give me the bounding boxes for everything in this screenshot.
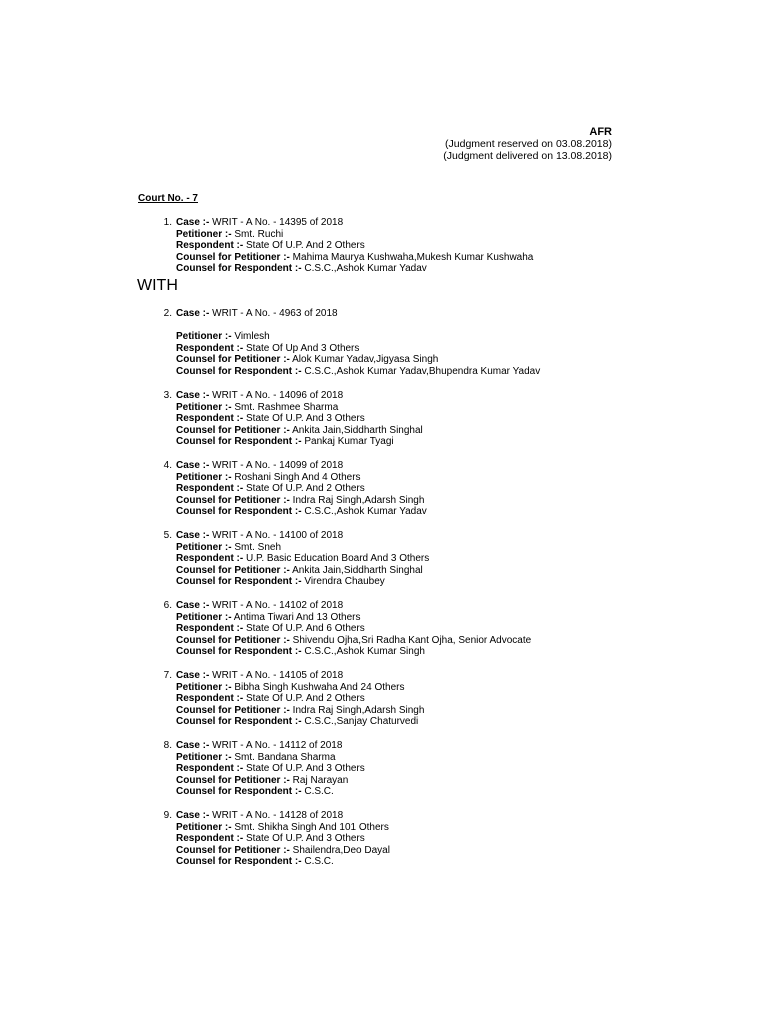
respondent-label: Respondent :- <box>176 483 244 495</box>
case-number: 4. <box>163 460 172 471</box>
case-value: WRIT - A No. - 14395 of 2018 <box>209 217 344 228</box>
counsel-petitioner-value: Alok Kumar Yadav,Jigyasa Singh <box>289 354 439 366</box>
petitioner-value: Smt. Rashmee Sharma <box>231 401 339 413</box>
counsel-petitioner-value: Shivendu Ojha,Sri Radha Kant Ojha, Senior Advocate <box>289 634 532 646</box>
judgment-header <box>443 126 612 162</box>
respondent-value: State Of U.P. And 3 Others <box>243 763 365 775</box>
petitioner-label: Petitioner :- <box>176 331 232 343</box>
judgment-reserved-date: (Judgment reserved on 03.08.2018) <box>445 138 612 150</box>
counsel-respondent-value: C.S.C.,Ashok Kumar Yadav <box>301 263 427 275</box>
petitioner-value: Smt. Sneh <box>231 541 282 553</box>
respondent-value: State Of U.P. And 2 Others <box>243 693 365 705</box>
afr-label: AFR <box>589 126 612 138</box>
judgment-delivered-date: (Judgment delivered on 13.08.2018) <box>443 150 612 162</box>
counsel-petitioner-label: Counsel for Petitioner :- <box>176 354 290 366</box>
counsel-petitioner-value: Ankita Jain,Siddharth Singhal <box>289 564 423 576</box>
counsel-respondent-value: C.S.C. <box>301 786 334 798</box>
case-number: 8. <box>163 740 172 751</box>
petitioner-label: Petitioner :- <box>176 401 232 413</box>
respondent-value: State Of U.P. And 2 Others <box>243 483 365 495</box>
counsel-petitioner-label: Counsel for Petitioner :- <box>176 704 290 716</box>
respondent-value: State Of U.P. And 6 Others <box>243 623 365 635</box>
respondent-value: State Of U.P. And 2 Others <box>243 240 365 252</box>
counsel-respondent-value: Pankaj Kumar Tyagi <box>301 436 394 448</box>
respondent-label: Respondent :- <box>176 833 244 845</box>
petitioner-label: Petitioner :- <box>176 821 232 833</box>
case-label: Case :- <box>176 460 210 471</box>
petitioner-label: Petitioner :- <box>176 471 232 483</box>
counsel-petitioner-value: Raj Narayan <box>289 774 349 786</box>
petitioner-value: Antima Tiwari And 13 Others <box>231 611 361 623</box>
petitioner-label: Petitioner :- <box>176 541 232 553</box>
counsel-petitioner-label: Counsel for Petitioner :- <box>176 251 290 263</box>
case-value: WRIT - A No. - 14102 of 2018 <box>209 600 344 611</box>
case-value: WRIT - A No. - 14128 of 2018 <box>209 810 344 821</box>
case-number: 7. <box>163 670 172 681</box>
counsel-respondent-label: Counsel for Respondent :- <box>176 576 302 588</box>
counsel-respondent-value: C.S.C.,Sanjay Chaturvedi <box>301 716 419 728</box>
case-label: Case :- <box>176 670 210 681</box>
counsel-petitioner-label: Counsel for Petitioner :- <box>176 494 290 506</box>
counsel-petitioner-value: Indra Raj Singh,Adarsh Singh <box>289 704 425 716</box>
case-value: WRIT - A No. - 14100 of 2018 <box>209 530 344 541</box>
with-heading: WITH <box>137 277 178 294</box>
counsel-respondent-value: Virendra Chaubey <box>301 576 385 588</box>
respondent-label: Respondent :- <box>176 693 244 705</box>
case-number: 2. <box>163 308 172 319</box>
petitioner-value: Smt. Shikha Singh And 101 Others <box>231 821 389 833</box>
counsel-petitioner-label: Counsel for Petitioner :- <box>176 844 290 856</box>
counsel-respondent-value: C.S.C. <box>301 856 334 868</box>
respondent-value: State Of U.P. And 3 Others <box>243 833 365 845</box>
respondent-value: U.P. Basic Education Board And 3 Others <box>243 553 430 565</box>
court-number: Court No. - 7 <box>138 193 198 204</box>
case-number: 6. <box>163 600 172 611</box>
petitioner-value: Roshani Singh And 4 Others <box>231 471 361 483</box>
case-label: Case :- <box>176 530 210 541</box>
case-label: Case :- <box>176 600 210 611</box>
respondent-value: State Of U.P. And 3 Others <box>243 413 365 425</box>
respondent-label: Respondent :- <box>176 413 244 425</box>
counsel-respondent-label: Counsel for Respondent :- <box>176 716 302 728</box>
counsel-respondent-label: Counsel for Respondent :- <box>176 646 302 658</box>
counsel-petitioner-value: Shailendra,Deo Dayal <box>289 844 390 856</box>
case-label: Case :- <box>176 740 210 751</box>
case-value: WRIT - A No. - 4963 of 2018 <box>209 308 338 319</box>
petitioner-label: Petitioner :- <box>176 611 232 623</box>
case-value: WRIT - A No. - 14112 of 2018 <box>209 740 343 751</box>
counsel-petitioner-value: Ankita Jain,Siddharth Singhal <box>289 424 423 436</box>
petitioner-label: Petitioner :- <box>176 228 232 240</box>
respondent-label: Respondent :- <box>176 763 244 775</box>
petitioner-value: Smt. Ruchi <box>231 228 284 240</box>
petitioner-value: Vimlesh <box>231 331 270 343</box>
case-value: WRIT - A No. - 14099 of 2018 <box>209 460 344 471</box>
counsel-petitioner-label: Counsel for Petitioner :- <box>176 424 290 436</box>
petitioner-label: Petitioner :- <box>176 751 232 763</box>
case-number: 3. <box>163 390 172 401</box>
case-label: Case :- <box>176 810 210 821</box>
counsel-petitioner-value: Mahima Maurya Kushwaha,Mukesh Kumar Kushwaha <box>289 251 534 263</box>
case-number: 1. <box>163 217 172 228</box>
counsel-respondent-label: Counsel for Respondent :- <box>176 436 302 448</box>
respondent-label: Respondent :- <box>176 553 244 565</box>
petitioner-label: Petitioner :- <box>176 681 232 693</box>
case-label: Case :- <box>176 390 210 401</box>
petitioner-value: Bibha Singh Kushwaha And 24 Others <box>231 681 405 693</box>
respondent-label: Respondent :- <box>176 623 244 635</box>
counsel-respondent-label: Counsel for Respondent :- <box>176 506 302 518</box>
respondent-label: Respondent :- <box>176 342 244 354</box>
counsel-petitioner-label: Counsel for Petitioner :- <box>176 564 290 576</box>
case-value: WRIT - A No. - 14105 of 2018 <box>209 670 344 681</box>
counsel-petitioner-label: Counsel for Petitioner :- <box>176 634 290 646</box>
counsel-respondent-value: C.S.C.,Ashok Kumar Singh <box>301 646 425 658</box>
case-number: 5. <box>163 530 172 541</box>
counsel-respondent-value: C.S.C.,Ashok Kumar Yadav,Bhupendra Kumar Yadav <box>301 365 541 377</box>
counsel-respondent-label: Counsel for Respondent :- <box>176 856 302 868</box>
respondent-label: Respondent :- <box>176 240 244 252</box>
case-label: Case :- <box>176 308 210 319</box>
counsel-respondent-label: Counsel for Respondent :- <box>176 365 302 377</box>
respondent-value: State Of Up And 3 Others <box>243 342 360 354</box>
case-number: 9. <box>163 810 172 821</box>
case-value: WRIT - A No. - 14096 of 2018 <box>209 390 344 401</box>
counsel-petitioner-label: Counsel for Petitioner :- <box>176 774 290 786</box>
petitioner-value: Smt. Bandana Sharma <box>231 751 336 763</box>
counsel-respondent-label: Counsel for Respondent :- <box>176 786 302 798</box>
counsel-respondent-label: Counsel for Respondent :- <box>176 263 302 275</box>
counsel-petitioner-value: Indra Raj Singh,Adarsh Singh <box>289 494 425 506</box>
counsel-respondent-value: C.S.C.,Ashok Kumar Yadav <box>301 506 427 518</box>
case-label: Case :- <box>176 217 210 228</box>
